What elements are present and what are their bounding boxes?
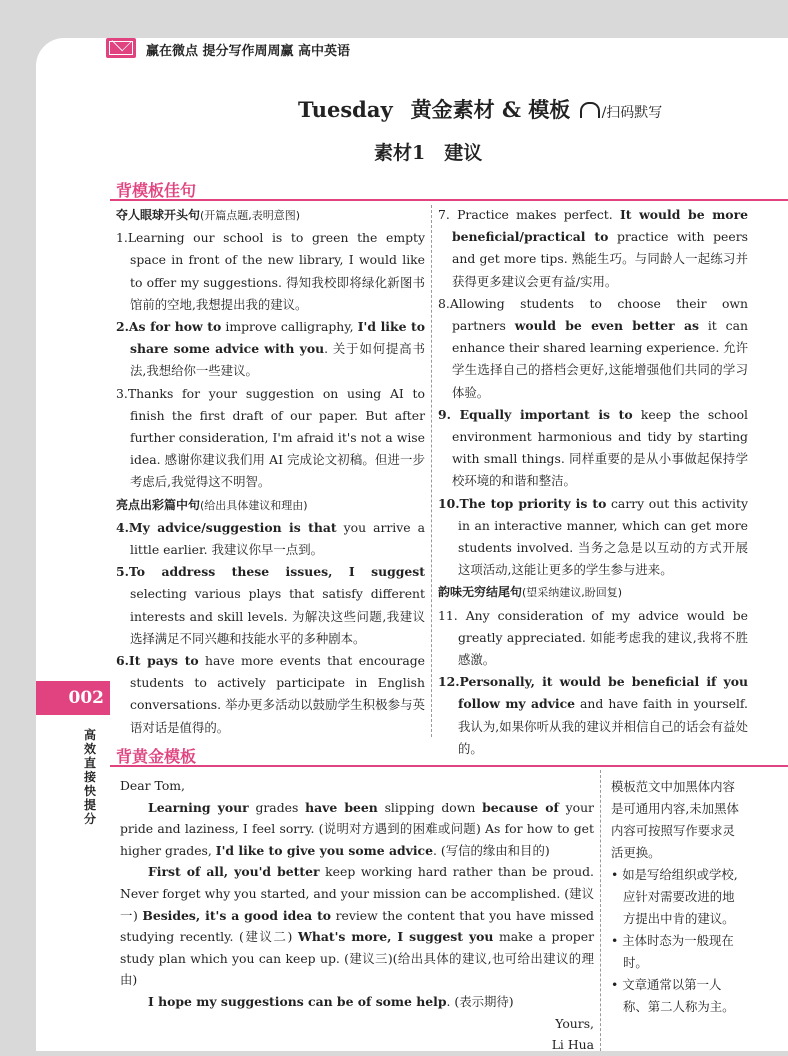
list-item: 6.It pays to have more events that encourage students to actively participate in English conversations. 举办更多活动以鼓励学生积极参与英语对话是值得的。 [116,653,425,735]
list-item: 11. Any consideration of my advice would be greatly appreciated. 如能考虑我的建议,我将不胜感激。 [438,607,748,668]
list-item: 9. Equally important is to keep the school environment harmonious and tidy by starting with small things. 同样重要的是从小事做起保持学校环境的和谐和整洁。 [438,406,748,489]
side-slogan: 高效 直接 快提分 [83,728,96,826]
series-header: 赢在微点 提分写作周周赢 高中英语 [146,44,351,59]
note-bullet: • 文章通常以第一人称、第二人称为主。 [611,977,735,1014]
list-item: 8.Allowing students to choose their own partners would be even better as it can enhance their shared learning experience. 允许学生选择自己的搭档会更好,这能增强他们共同的学习体验。 [438,295,748,400]
column-divider [431,205,432,737]
list-item: 1.Learning our school is to green the empty space in front of the new library, I would like to offer my suggestions. 得知我校即将绿化新图书馆前的空地,我想提出我的建议。 [116,230,425,312]
letter-paragraph: I hope my suggestions can be of some help. (表示期待) [148,993,514,1009]
letter-paragraph: Learning your grades have been slipping down because of your pride and laziness, I feel sorry. (说明对方遇到的困难或问题) As for how to get higher grades, I'd like to give you some advice. (写信的缘由和目的) [120,799,594,858]
list-item: 4.My advice/suggestion is that you arrive a little earlier. 我建议你早一点到。 [116,519,425,558]
left-column [116,204,425,739]
section-divider [110,199,788,201]
list-item: 10.The top priority is to carry out this activity in an interactive manner, which can get more students involved. 当务之急是以互动的方式开展这项活动,这能让更多的学生参与进来。 [438,495,748,578]
lead-body: 亮点出彩篇中句(给出具体建议和理由) [116,497,308,512]
section-divider [110,765,788,767]
note-bullet: • 如是写给组织或学校,应针对需要改进的地方提出中肯的建议。 [611,867,738,926]
note-bullet: • 主体时态为一般现在时。 [611,933,734,970]
headphones-icon[interactable] [580,102,600,118]
section-template: 背黄金模板 [116,747,197,766]
template-letter [120,775,594,1056]
page-title [298,94,662,124]
notes-panel [600,770,788,1051]
note-text: 模板范文中加黑体内容是可通用内容,未加黑体内容可按照写作要求灵活更换。 [611,779,739,860]
letter-paragraph: First of all, you'd better keep working hard rather than be proud. Never forget why you started, and your mission can be accomplished. (建议一) Besides, it's a good idea to review the content that you have missed studying recently. (建议二) What's more, I suggest you make a proper study plan which you can keep up. (建议三)(给出具体的建议,也可给出建议的理由) [120,864,594,988]
right-column [438,204,748,760]
material-title: 素材1 建议 [374,142,483,164]
letter-closing: Yours, [555,1015,594,1031]
letter-signature: Li Hua [551,1037,594,1053]
section-sentences: 背模板佳句 [116,181,197,200]
list-item: 5.To address these issues, I suggest selecting various plays that satisfy different interests and skill levels. 为解决这些问题,我建议选择满足不同兴趣和技能水平的多种剧本。 [116,564,425,646]
list-item: 7. Practice makes perfect. It would be more beneficial/practical to practice with peers and get more tips. 熟能生巧。与同龄人一起练习并获得更多建议会更有益/实用。 [438,207,748,289]
list-item: 12.Personally, it would be beneficial if you follow my advice and have faith in yourself. 我认为,如果你听从我的建议并相信自己的话会有益处的。 [438,674,749,756]
envelope-icon [106,38,136,58]
topic-label: 黄金素材 & 模板 [410,97,571,122]
list-item: 3.Thanks for your suggestion on using AI to finish the first draft of our paper. But after further consideration, I'm afraid it's not a wise idea. 感谢你建议我们用 AI 完成论文初稿。但进一步考虑后,我觉得这不明智。 [116,385,425,490]
scan-dictation-label: /扫码默写 [601,105,663,121]
lead-closing: 韵味无穷结尾句(望采纳建议,盼回复) [438,585,623,600]
lead-opening: 夺人眼球开头句(开篇点题,表明意图) [116,208,301,222]
page-number: 002 [36,681,110,715]
day-label: Tuesday [298,97,393,122]
list-item: 2.As for how to improve calligraphy, I'd like to share some advice with you. 关于如何提高书法,我想给你一些建议。 [116,319,425,379]
letter-greeting: Dear Tom, [120,778,185,793]
